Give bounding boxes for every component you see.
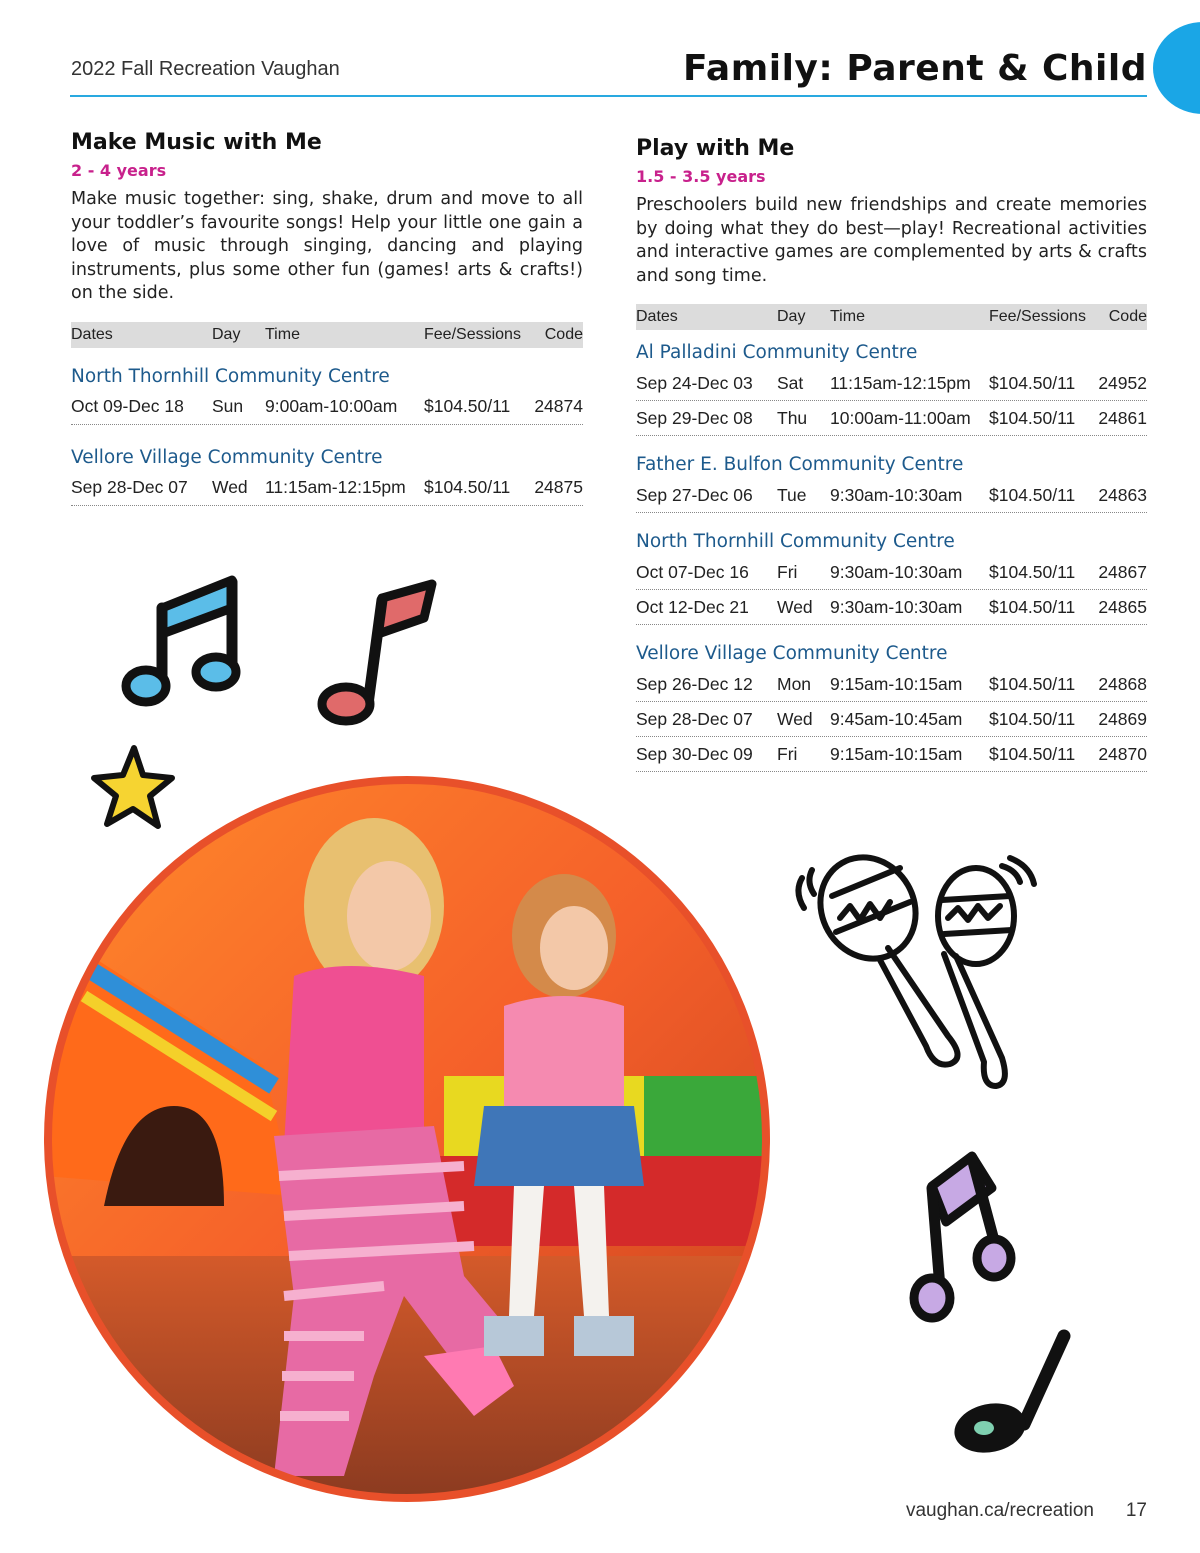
- program-description: Make music together: sing, shake, drum and move to all your toddler’s favourite songs! Help your little one gain a love of music through singing, dancing and playing instruments, plus some other fun (games! arts & crafts!) on the side.: [71, 189, 583, 303]
- table-row: [636, 478, 1147, 513]
- header-time: Time: [265, 325, 300, 343]
- music-note-blue-icon: [118, 568, 253, 718]
- session-code: 24952: [1098, 372, 1147, 393]
- session-fee: $104.50/11: [989, 596, 1076, 617]
- venue-name: Vellore Village Community Centre: [71, 446, 383, 468]
- table-header: [636, 304, 1147, 330]
- table-row: [636, 590, 1147, 625]
- session-time: 9:15am-10:15am: [830, 743, 963, 764]
- session-fee: $104.50/11: [989, 708, 1076, 729]
- header-code: Code: [544, 325, 583, 343]
- session-time: 9:00am-10:00am: [265, 396, 398, 416]
- table-header: [71, 322, 583, 348]
- session-fee: $104.50/11: [989, 743, 1076, 764]
- session-time: 9:45am-10:45am: [830, 708, 963, 729]
- section-tab-marker: [1153, 22, 1200, 114]
- session-time: 9:30am-10:30am: [830, 596, 963, 617]
- header-dates: Dates: [636, 308, 678, 325]
- session-dates: Oct 07-Dec 16: [636, 561, 749, 582]
- session-dates: Sep 28-Dec 07: [636, 708, 753, 729]
- session-time: 11:15am-12:15pm: [830, 372, 971, 393]
- session-code: 24861: [1098, 407, 1147, 428]
- session-day: Fri: [777, 743, 798, 764]
- venue-name: Father E. Bulfon Community Centre: [636, 454, 964, 475]
- session-time: 9:30am-10:30am: [830, 484, 963, 505]
- program-make-music: [71, 130, 583, 506]
- table-row: [636, 667, 1147, 702]
- session-fee: $104.50/11: [989, 673, 1076, 694]
- table-row: [636, 401, 1147, 436]
- session-code: 24874: [534, 396, 583, 416]
- session-dates: Sep 24-Dec 03: [636, 372, 753, 393]
- session-time: 9:15am-10:15am: [830, 673, 963, 694]
- session-dates: Sep 27-Dec 06: [636, 484, 753, 505]
- session-time: 10:00am-11:00am: [830, 407, 971, 428]
- table-row: [636, 555, 1147, 590]
- table-row: [636, 737, 1147, 772]
- header-time: Time: [830, 308, 865, 325]
- program-age: 2 - 4 years: [71, 161, 167, 180]
- program-play-with-me: [636, 136, 1147, 772]
- maracas-icon: [788, 848, 1044, 1098]
- header-day: Day: [777, 308, 806, 325]
- session-dates: Oct 12-Dec 21: [636, 596, 749, 617]
- music-note-red-icon: [312, 576, 442, 731]
- session-fee: $104.50/11: [989, 561, 1076, 582]
- header-rule: [70, 95, 1147, 97]
- session-day: Mon: [777, 673, 812, 694]
- session-time: 9:30am-10:30am: [830, 561, 963, 582]
- program-title: Play with Me: [636, 136, 795, 161]
- session-fee: $104.50/11: [989, 484, 1076, 505]
- venue-name: Al Palladini Community Centre: [636, 342, 918, 363]
- session-time: 11:15am-12:15pm: [265, 477, 406, 497]
- session-day: Tue: [777, 484, 807, 505]
- table-row: [71, 471, 583, 506]
- session-dates: Sep 28-Dec 07: [71, 477, 188, 497]
- table-row: [71, 390, 583, 425]
- section-title: Family: Parent & Child: [682, 48, 1147, 89]
- venue-name: North Thornhill Community Centre: [71, 365, 390, 387]
- header-dates: Dates: [71, 325, 113, 343]
- header-code: Code: [1108, 308, 1147, 325]
- session-code: 24868: [1098, 673, 1147, 694]
- session-dates: Sep 30-Dec 09: [636, 743, 753, 764]
- session-day: Wed: [777, 708, 813, 729]
- program-age: 1.5 - 3.5 years: [636, 167, 766, 186]
- venue-name: Vellore Village Community Centre: [636, 643, 948, 664]
- session-fee: $104.50/11: [989, 372, 1076, 393]
- session-day: Sat: [777, 372, 804, 393]
- page-number: 17: [1125, 1500, 1147, 1521]
- session-day: Fri: [777, 561, 798, 582]
- session-day: Wed: [777, 596, 813, 617]
- session-code: 24865: [1098, 596, 1147, 617]
- footer-url[interactable]: vaughan.ca/recreation: [905, 1500, 1094, 1521]
- session-code: 24870: [1098, 743, 1147, 764]
- session-fee: $104.50/11: [424, 477, 511, 497]
- session-fee: $104.50/11: [989, 407, 1076, 428]
- session-dates: Sep 26-Dec 12: [636, 673, 753, 694]
- table-row: [636, 366, 1147, 401]
- session-dates: Sep 29-Dec 08: [636, 407, 753, 428]
- session-day: Sun: [212, 396, 244, 416]
- publication-title: 2022 Fall Recreation Vaughan: [71, 58, 340, 80]
- session-fee: $104.50/11: [424, 396, 511, 416]
- header-day: Day: [212, 325, 241, 343]
- program-title: Make Music with Me: [71, 130, 322, 155]
- program-description: Preschoolers build new friendships and create memories by doing what they do best—play! Recreational activities and interactive games are complemented by arts & crafts and song time.: [636, 195, 1147, 286]
- children-dancing-photo: [44, 776, 770, 1502]
- session-code: 24867: [1098, 561, 1147, 582]
- table-row: [636, 702, 1147, 737]
- session-day: Wed: [212, 477, 248, 497]
- session-code: 24863: [1098, 484, 1147, 505]
- music-note-green-icon: [944, 1324, 1076, 1460]
- header-fee: Fee/Sessions: [989, 308, 1086, 325]
- music-note-purple-icon: [902, 1148, 1018, 1324]
- session-day: Thu: [777, 407, 808, 428]
- session-code: 24875: [534, 477, 583, 497]
- header-fee: Fee/Sessions: [424, 325, 521, 343]
- session-dates: Oct 09-Dec 18: [71, 396, 184, 416]
- venue-name: North Thornhill Community Centre: [636, 531, 955, 552]
- session-code: 24869: [1098, 708, 1147, 729]
